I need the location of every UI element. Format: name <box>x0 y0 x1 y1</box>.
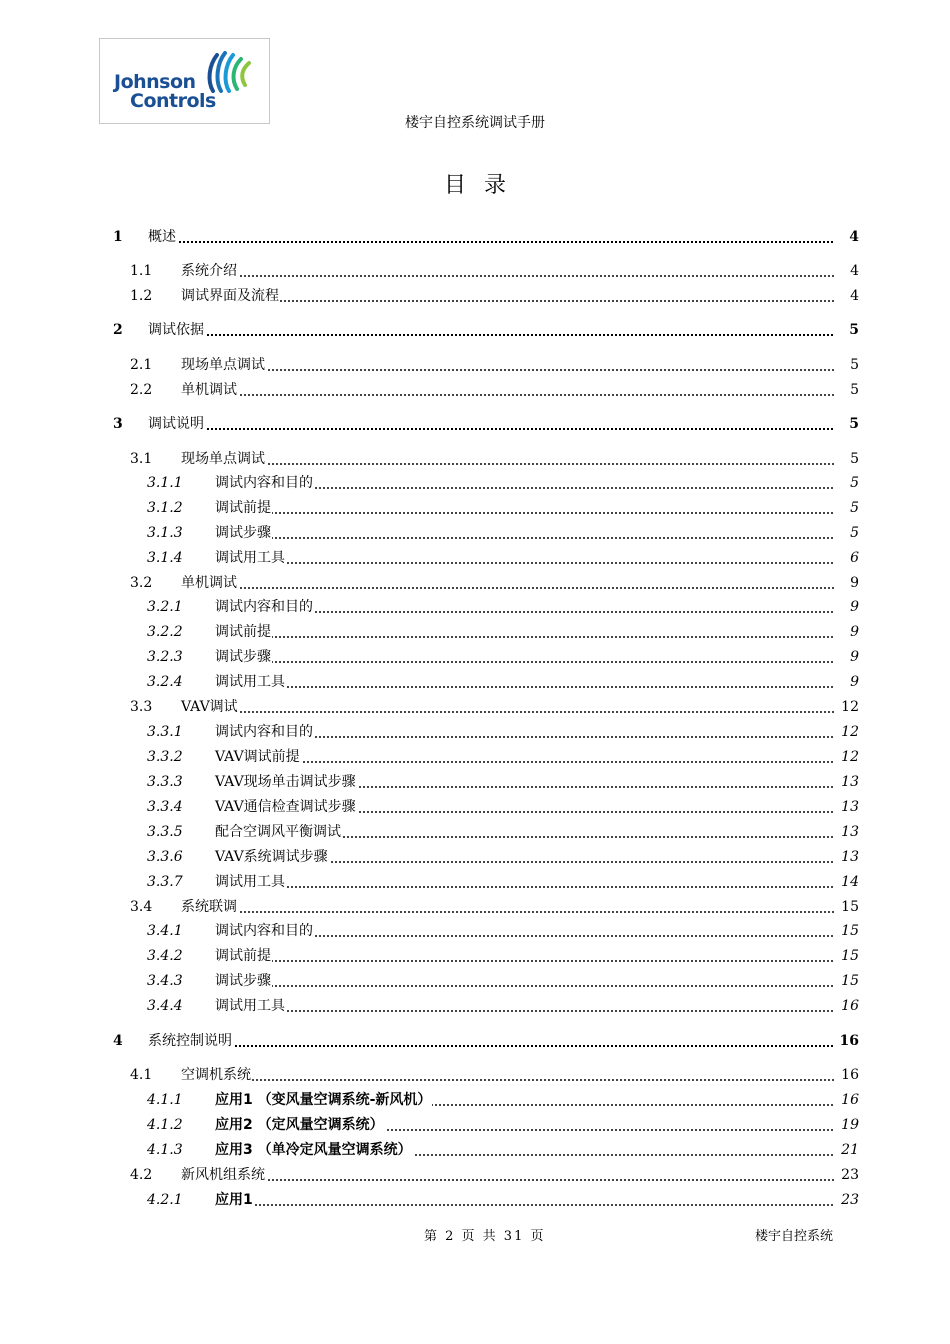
toc-entry-page: 12 <box>835 723 859 741</box>
toc-entry[interactable] <box>0 646 950 668</box>
toc-entry-number: 4.1 <box>130 1067 153 1083</box>
toc-entry-page: 9 <box>835 574 859 592</box>
toc-entry-label: 调试前提 <box>215 500 271 516</box>
toc-entry-number: 4.1.1 <box>147 1092 183 1108</box>
toc-entry-label: VAV调试 <box>181 699 238 715</box>
toc-entry-number: 3.3.3 <box>147 774 183 790</box>
toc-leader-dots <box>181 275 845 277</box>
toc-leader-dots <box>148 334 845 336</box>
toc-leader-dots <box>215 960 845 962</box>
toc-entry[interactable] <box>0 1089 950 1111</box>
toc-leader-dots <box>215 686 845 688</box>
toc-entry[interactable] <box>0 771 950 793</box>
toc-entry-number: 3.2.2 <box>147 624 183 640</box>
toc-leader-dots <box>215 1010 845 1012</box>
toc-entry-page: 23 <box>835 1191 859 1209</box>
toc-entry[interactable] <box>0 319 950 341</box>
toc-entry-page: 16 <box>835 1032 859 1050</box>
toc-entry-page: 13 <box>835 798 859 816</box>
toc-entry[interactable] <box>0 821 950 843</box>
toc-leader-dots <box>181 300 845 302</box>
toc-entry[interactable] <box>0 995 950 1017</box>
toc-entry[interactable] <box>0 1030 950 1052</box>
toc-entry-label: 配合空调风平衡调试 <box>215 824 341 840</box>
toc-entry-page: 6 <box>835 549 859 567</box>
toc-leader-dots <box>181 711 845 713</box>
toc-entry[interactable] <box>0 547 950 569</box>
toc-entry[interactable] <box>0 1189 950 1211</box>
toc-leader-dots <box>215 761 845 763</box>
toc-entry-number: 3 <box>113 416 123 432</box>
toc-leader-dots <box>215 886 845 888</box>
toc-entry-label: 调试前提 <box>215 948 271 964</box>
logo-mark-icon <box>205 51 257 99</box>
toc-leader-dots <box>181 1179 845 1181</box>
toc-leader-dots <box>181 587 845 589</box>
toc-entry-number: 3.3.4 <box>147 799 183 815</box>
toc-entry-page: 5 <box>835 415 859 433</box>
toc-entry-label: 系统联调 <box>181 899 237 915</box>
toc-entry-number: 3.1.4 <box>147 550 183 566</box>
toc-entry-label: 调试用工具 <box>215 874 285 890</box>
toc-entry-number: 2 <box>113 322 123 338</box>
toc-entry[interactable] <box>0 945 950 967</box>
toc-entry[interactable] <box>0 846 950 868</box>
toc-entry-label: 应用3 （单冷定风量空调系统） <box>215 1142 412 1158</box>
toc-entry[interactable] <box>0 1064 950 1086</box>
toc-leader-dots <box>215 1204 845 1206</box>
toc-entry-number: 3.1 <box>130 451 153 467</box>
toc-entry-number: 3.2.3 <box>147 649 183 665</box>
toc-entry[interactable] <box>0 1164 950 1186</box>
toc-entry-label: VAV系统调试步骤 <box>215 849 328 865</box>
toc-entry-page: 5 <box>835 381 859 399</box>
toc-entry-number: 4 <box>113 1033 123 1049</box>
toc-entry-label: 调试内容和目的 <box>215 599 313 615</box>
toc-entry[interactable] <box>0 896 950 918</box>
toc-entry[interactable] <box>0 596 950 618</box>
toc-entry-label: VAV通信检查调试步骤 <box>215 799 356 815</box>
toc-entry-number: 4.1.2 <box>147 1117 183 1133</box>
toc-entry-number: 1.2 <box>130 288 153 304</box>
toc-leader-dots <box>181 1079 845 1081</box>
toc-entry-label: 概述 <box>148 229 176 245</box>
toc-entry[interactable] <box>0 572 950 594</box>
toc-entry-number: 3.3.6 <box>147 849 183 865</box>
toc-entry-page: 15 <box>835 947 859 965</box>
toc-entry-label: VAV现场单击调试步骤 <box>215 774 356 790</box>
toc-entry[interactable] <box>0 379 950 401</box>
toc-leader-dots <box>148 241 845 243</box>
toc-entry-page: 13 <box>835 823 859 841</box>
toc-entry-number: 3.2.1 <box>147 599 183 615</box>
toc-entry-label: 调试用工具 <box>215 550 285 566</box>
toc-entry[interactable] <box>0 413 950 435</box>
toc-entry-page: 9 <box>835 598 859 616</box>
toc-entry-page: 16 <box>835 1066 859 1084</box>
toc-entry[interactable] <box>0 260 950 282</box>
toc-entry[interactable] <box>0 522 950 544</box>
toc-entry[interactable] <box>0 1139 950 1161</box>
logo-line-2: Controls <box>130 90 216 112</box>
toc-entry-page: 15 <box>835 898 859 916</box>
toc-entry-page: 15 <box>835 922 859 940</box>
toc-entry-label: 应用1 （变风量空调系统-新风机） <box>215 1092 432 1108</box>
toc-entry-page: 15 <box>835 972 859 990</box>
toc-entry[interactable] <box>0 1114 950 1136</box>
toc-entry[interactable] <box>0 796 950 818</box>
toc-entry-label: 调试依据 <box>148 322 204 338</box>
header-title: 楼宇自控系统调试手册 <box>405 115 545 131</box>
toc-entry-number: 1.1 <box>130 263 153 279</box>
toc-entry-number: 3.3 <box>130 699 153 715</box>
toc-entry[interactable] <box>0 448 950 470</box>
toc-entry-label: 应用1 <box>215 1192 253 1208</box>
toc-entry-number: 4.2.1 <box>147 1192 183 1208</box>
toc-entry-page: 9 <box>835 673 859 691</box>
toc-entry-page: 21 <box>835 1141 859 1159</box>
toc-entry-page: 4 <box>835 228 859 246</box>
logo-line-1: Johnson <box>114 71 196 93</box>
toc-leader-dots <box>181 394 845 396</box>
toc-entry-label: 现场单点调试 <box>181 451 265 467</box>
toc-entry-page: 13 <box>835 848 859 866</box>
toc-entry-number: 3.3.7 <box>147 874 183 890</box>
toc-leader-dots <box>181 911 845 913</box>
toc-entry-label: 空调机系统 <box>181 1067 251 1083</box>
toc-entry-number: 2.2 <box>130 382 153 398</box>
toc-entry[interactable] <box>0 746 950 768</box>
toc-leader-dots <box>215 985 845 987</box>
toc-entry-number: 4.1.3 <box>147 1142 183 1158</box>
toc-leader-dots <box>215 636 845 638</box>
toc-entry[interactable] <box>0 970 950 992</box>
toc-entry[interactable] <box>0 472 950 494</box>
toc-entry-number: 1 <box>113 229 123 245</box>
toc-title: 目录 <box>443 173 524 198</box>
toc-entry-number: 3.4.1 <box>147 923 183 939</box>
toc-entry[interactable] <box>0 721 950 743</box>
toc-entry-page: 12 <box>835 698 859 716</box>
toc-entry-page: 16 <box>835 1091 859 1109</box>
toc-leader-dots <box>148 1045 845 1047</box>
toc-entry-page: 5 <box>835 474 859 492</box>
toc-entry[interactable] <box>0 354 950 376</box>
toc-entry-label: 应用2 （定风量空调系统） <box>215 1117 384 1133</box>
toc-entry-number: 2.1 <box>130 357 153 373</box>
toc-entry[interactable] <box>0 621 950 643</box>
toc-entry-number: 3.4 <box>130 899 153 915</box>
toc-entry-label: 调试内容和目的 <box>215 724 313 740</box>
toc-entry-label: 调试用工具 <box>215 674 285 690</box>
toc-entry-page: 5 <box>835 356 859 374</box>
toc-entry-number: 3.2.4 <box>147 674 183 690</box>
toc-entry-label: 调试前提 <box>215 624 271 640</box>
toc-entry-number: 3.4.2 <box>147 948 183 964</box>
toc-entry-number: 3.3.2 <box>147 749 183 765</box>
toc-entry-label: 系统介绍 <box>181 263 237 279</box>
toc-entry-label: 单机调试 <box>181 382 237 398</box>
toc-entry-page: 13 <box>835 773 859 791</box>
toc-entry-number: 3.1.3 <box>147 525 183 541</box>
toc-entry-number: 3.3.5 <box>147 824 183 840</box>
toc-entry-label: 调试步骤 <box>215 973 271 989</box>
toc-entry-number: 3.1.1 <box>147 475 183 491</box>
toc-entry-page: 9 <box>835 623 859 641</box>
toc-leader-dots <box>181 369 845 371</box>
toc-entry-number: 3.1.2 <box>147 500 183 516</box>
toc-entry-label: 调试内容和目的 <box>215 923 313 939</box>
toc-entry-page: 23 <box>835 1166 859 1184</box>
toc-entry-number: 4.2 <box>130 1167 153 1183</box>
toc-entry[interactable] <box>0 497 950 519</box>
toc-entry[interactable] <box>0 871 950 893</box>
toc-entry-label: 调试步骤 <box>215 525 271 541</box>
toc-entry-page: 9 <box>835 648 859 666</box>
toc-entry[interactable] <box>0 920 950 942</box>
toc-entry-page: 4 <box>835 262 859 280</box>
toc-entry-label: 调试步骤 <box>215 649 271 665</box>
toc-entry-label: 系统控制说明 <box>148 1033 232 1049</box>
toc-entry-label: 调试内容和目的 <box>215 475 313 491</box>
toc-leader-dots <box>215 562 845 564</box>
toc-entry-page: 5 <box>835 499 859 517</box>
toc-entry-page: 16 <box>835 997 859 1015</box>
toc-entry-number: 3.4.3 <box>147 973 183 989</box>
toc-leader-dots <box>215 537 845 539</box>
toc-entry-label: 新风机组系统 <box>181 1167 265 1183</box>
toc-leader-dots <box>148 428 845 430</box>
toc-entry-page: 5 <box>835 321 859 339</box>
footer-system-name: 楼宇自控系统 <box>755 1229 834 1244</box>
toc-entry-label: VAV调试前提 <box>215 749 300 765</box>
toc-entry-label: 调试用工具 <box>215 998 285 1014</box>
toc-entry-number: 3.4.4 <box>147 998 183 1014</box>
toc-leader-dots <box>215 661 845 663</box>
toc-entry[interactable] <box>0 696 950 718</box>
toc-entry-label: 调试界面及流程 <box>181 288 279 304</box>
toc-entry-page: 5 <box>835 450 859 468</box>
toc-entry-page: 12 <box>835 748 859 766</box>
toc-entry-page: 4 <box>835 287 859 305</box>
toc-entry-number: 3.2 <box>130 575 153 591</box>
toc-leader-dots <box>181 463 845 465</box>
toc-entry[interactable] <box>0 285 950 307</box>
toc-leader-dots <box>215 512 845 514</box>
toc-entry-label: 现场单点调试 <box>181 357 265 373</box>
toc-entry-page: 14 <box>835 873 859 891</box>
toc-entry-page: 19 <box>835 1116 859 1134</box>
toc-entry-page: 5 <box>835 524 859 542</box>
toc-entry[interactable] <box>0 671 950 693</box>
footer-page-info: 第 2 页 共 31 页 <box>424 1229 546 1244</box>
toc-entry-number: 3.3.1 <box>147 724 183 740</box>
toc-entry-label: 单机调试 <box>181 575 237 591</box>
toc-entry-label: 调试说明 <box>148 416 204 432</box>
toc-entry[interactable] <box>0 226 950 248</box>
